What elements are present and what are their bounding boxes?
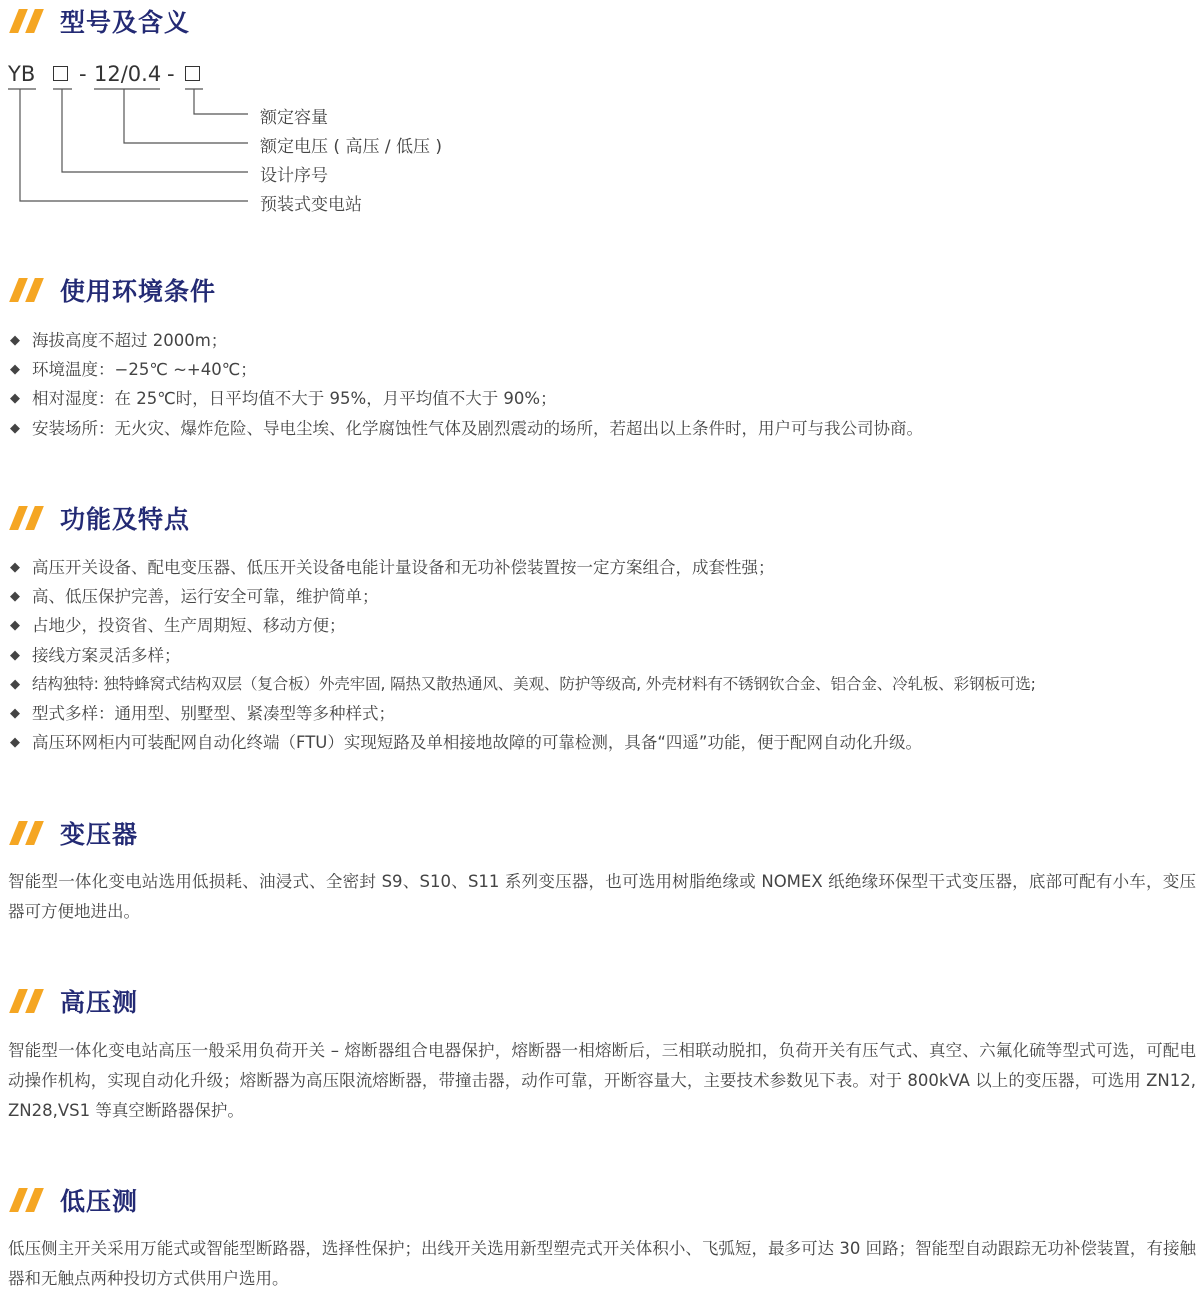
list-item: ◆ 占地少，投资省、生产周期短、移动方便；	[8, 611, 1036, 640]
list-item: ◆ 高、低压保护完善，运行安全可靠，维护简单；	[8, 582, 1036, 611]
list-item: ◆ 接线方案灵活多样；	[8, 641, 1036, 670]
section-title-hv	[8, 986, 138, 1016]
section-title-transformer	[8, 818, 138, 848]
label-rated-voltage: 额定电压 ( 高压 / 低压 )	[260, 137, 443, 157]
section-title-lv	[8, 1185, 138, 1215]
diamond-bullet-icon: ◆	[10, 618, 20, 634]
list-item: ◆ 相对湿度：在 25℃时，日平均值不大于 95%，月平均值不大于 90%；	[8, 384, 923, 413]
section-title-text: 低压测	[60, 1187, 139, 1216]
code-prefix: YB	[8, 62, 36, 86]
diamond-bullet-icon: ◆	[10, 362, 20, 378]
section-title-text: 功能及特点	[60, 505, 191, 534]
diamond-bullet-icon: ◆	[10, 420, 20, 436]
section-title-text: 型号及含义	[60, 8, 191, 37]
transformer-paragraph: 智能型一体化变电站选用低损耗、油浸式、全密封 S9、S10、S11 系列变压器，也可选用树脂绝缘或 NOMEX 纸绝缘环保型干式变压器，底部可配有小车，变压器可方便地进出。	[8, 872, 1196, 921]
list-item: ◆ 型式多样：通用型、别墅型、紧凑型等多种样式；	[8, 699, 1036, 728]
slash-decoration-icon	[8, 818, 48, 848]
diamond-bullet-icon: ◆	[10, 333, 20, 348]
slash-decoration-icon	[8, 275, 48, 305]
diamond-bullet-icon: ◆	[10, 560, 20, 575]
model-code-diagram	[0, 0, 600, 230]
diamond-bullet-icon: ◆	[10, 647, 20, 663]
label-prefab-substation: 预装式变电站	[260, 195, 362, 215]
section-title-text: 使用环境条件	[60, 277, 217, 306]
environment-list	[8, 326, 923, 443]
section-title-text: 高压测	[60, 988, 139, 1017]
list-item: ◆ 结构独特: 独特蜂窝式结构双层（复合板）外壳牢固, 隔热又散热通风、美观、防护等级高, 外壳材料有不锈钢钦合金、铝合金、冷轧板、彩钢板可选;	[8, 670, 1036, 699]
diamond-bullet-icon: ◆	[10, 589, 20, 605]
code-dash: -	[79, 62, 87, 86]
list-item: ◆ 高压开关设备、配电变压器、低压开关设备电能计量设备和无功补偿装置按一定方案组合，成套性强；	[8, 553, 1036, 582]
lv-paragraph: 低压侧主开关采用万能式或智能型断路器，选择性保护；出线开关选用新型塑壳式开关体积小、飞弧短，最多可达 30 回路；智能型自动跟踪无功补偿装置，有接触器和无触点两种投切方式供用户选用。	[8, 1239, 1196, 1288]
diamond-bullet-icon: ◆	[10, 391, 20, 407]
section-title-features	[8, 503, 190, 533]
slash-decoration-icon	[8, 986, 48, 1016]
features-list	[8, 553, 1036, 757]
code-dash: -	[167, 62, 175, 86]
list-item: ◆ 海拔高度不超过 2000m；	[8, 326, 923, 355]
section-title-environment	[8, 275, 216, 305]
label-design-serial: 设计序号	[260, 166, 328, 186]
slash-decoration-icon	[8, 1185, 48, 1215]
diamond-bullet-icon: ◆	[10, 735, 20, 751]
slash-decoration-icon	[8, 503, 48, 533]
diamond-bullet-icon: ◆	[10, 706, 20, 722]
list-item: ◆ 高压环网柜内可装配网自动化终端（FTU）实现短路及单相接地故障的可靠检测，具备“四遥”功能，便于配网自动化升级。	[8, 728, 1036, 757]
label-rated-capacity: 额定容量	[260, 108, 328, 128]
diamond-bullet-icon: ◆	[10, 676, 20, 692]
hv-paragraph: 智能型一体化变电站高压一般采用负荷开关 – 熔断器组合电器保护，熔断器一相熔断后，三相联动脱扣，负荷开关有压气式、真空、六氟化硫等型式可选，可配电动操作机构，实现自动化升级；熔断器为高压限流熔断器，带撞击器，动作可靠，开断容量大，主要技术参数见下表。对于 800kVA 以上的变压器，可选用 ZN12, ZN28,VS1 等真空断路器保护。	[8, 1041, 1196, 1120]
section-title-text: 变压器	[60, 820, 139, 849]
code-voltage: 12/0.4	[94, 62, 162, 86]
list-item: ◆ 环境温度：−25℃ ~+40℃；	[8, 355, 923, 384]
list-item: ◆ 安装场所：无火灾、爆炸危险、导电尘埃、化学腐蚀性气体及剧烈震动的场所，若超出以上条件时，用户可与我公司协商。	[8, 414, 923, 443]
